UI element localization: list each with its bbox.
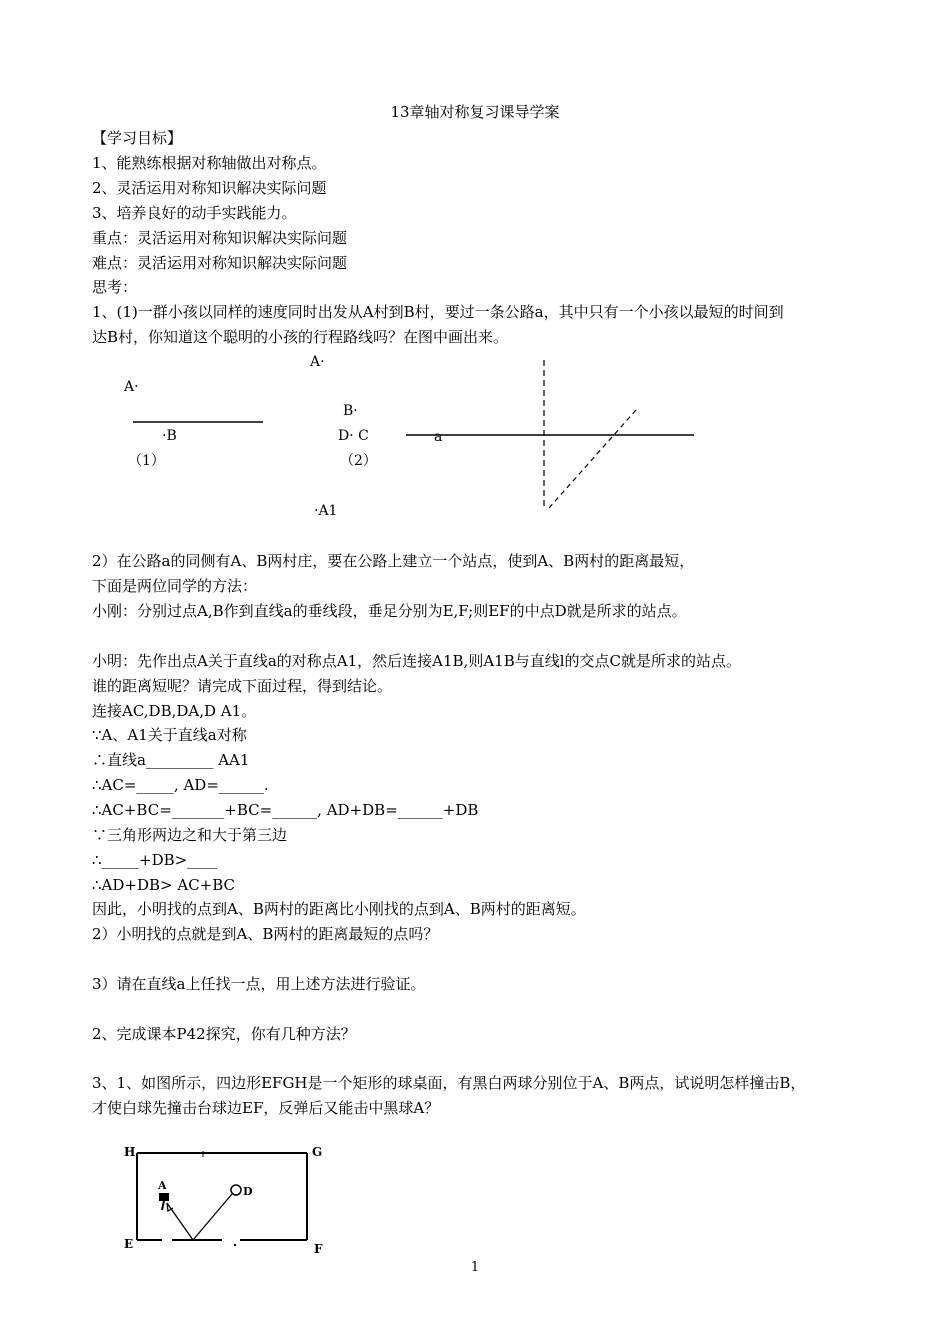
xiaogang-method: 小刚：分别过点A,B作到直线a的垂线段，垂足分别为E,F;则EF的中点D就是所求的站点。: [92, 602, 687, 620]
xiaoming-method: 小明：先作出点A关于直线a的对称点A1，然后连接A1B,则A1B与直线l的交点C就是所求的站点。: [92, 652, 741, 670]
proof-line-9: ∴AD+DB> AC+BC: [92, 876, 236, 894]
fig2-label-dc: D· C: [338, 428, 369, 444]
corner-label-e: E: [124, 1237, 134, 1251]
fig2-label-a1: ·A1: [314, 503, 338, 519]
question-2-explore: 2、完成课本P42探究，你有几种方法？: [92, 1025, 356, 1043]
difficulty: 难点：灵活运用对称知识解决实际问题: [92, 254, 348, 272]
proof-line-8: ∴_____+DB>____: [92, 851, 218, 869]
proof-line-4: ∴直线a_________ AA1: [92, 751, 250, 769]
objective-1: 1、能熟练根据对称轴做出对称点。: [92, 154, 327, 172]
ball-label-a: A: [158, 1179, 167, 1192]
path-to-cushion: [193, 1194, 232, 1240]
proof-line-3: ∵A、A1关于直线a对称: [92, 726, 247, 744]
question-3-verify: 3）请在直线a上任找一点，用上述方法进行验证。: [92, 975, 426, 993]
corner-label-g: G: [312, 1145, 323, 1159]
fig2-label-b: B·: [343, 403, 358, 419]
fig1-label-a: A·: [124, 379, 139, 395]
corner-label-f: F: [314, 1242, 323, 1256]
corner-label-h: H: [124, 1145, 136, 1159]
fig1-label-b: ·B: [162, 428, 177, 444]
page-number: 1: [470, 1260, 480, 1275]
proof-line-10: 因此，小明找的点到A、B两村的距离比小刚找的点到A、B两村的距离短。: [92, 900, 586, 918]
proof-line-7: ∵三角形两边之和大于第三边: [92, 826, 288, 844]
proof-line-2: 连接AC,DB,DA,D A1。: [92, 702, 257, 720]
key-point: 重点：灵活运用对称知识解决实际问题: [92, 229, 348, 247]
page-title: 13章轴对称复习课导学案: [390, 103, 560, 121]
question-3-line-2: 才使白球先撞击台球边EF，反弹后又能击中黑球A？: [92, 1099, 440, 1117]
question-1-line-2: 达B村，你知道这个聪明的小孩的行程路线吗？在图中画出来。: [92, 328, 509, 346]
fig1-caption: （1）: [128, 453, 165, 469]
fig2-label-line-a: a: [434, 429, 443, 445]
proof-line-6: ∴AC+BC=_______+BC=______, AD+DB=______+DB: [92, 801, 479, 819]
question-3-line-1: 3、1、如图所示，四边形EFGH是一个矩形的球桌面，有黑白两球分别位于A、B两点，试说明怎样撞击B，: [92, 1074, 806, 1092]
white-ball: [231, 1185, 241, 1195]
objective-3: 3、培养良好的动手实践能力。: [92, 204, 297, 222]
proof-line-5: ∴AC=_____, AD=______.: [92, 776, 269, 794]
proof-line-11: 2）小明找的点就是到A、B两村的距离最短的点吗？: [92, 925, 439, 943]
fig2-label-a: A·: [310, 354, 325, 370]
objective-2: 2、灵活运用对称知识解决实际问题: [92, 179, 327, 197]
question-2-line-1: 2）在公路a的同侧有A、B两村庄，要在公路上建立一个站点，使到A、B两村的距离最短，: [92, 552, 695, 570]
ball-label-d: D: [243, 1185, 253, 1198]
question-2-line-2: 下面是两位同学的方法：: [92, 577, 258, 595]
objectives-header: 【学习目标】: [92, 129, 183, 147]
question-1-line-1: 1、(1)一群小孩以同样的速度同时出发从A村到B村，要过一条公路a，其中只有一个小孩以最短的时间到: [92, 303, 784, 321]
proof-line-1: 谁的距离短呢？请完成下面过程，得到结论。: [92, 677, 393, 695]
fig2-caption: （2）: [340, 453, 377, 469]
think-label: 思考：: [92, 278, 138, 296]
